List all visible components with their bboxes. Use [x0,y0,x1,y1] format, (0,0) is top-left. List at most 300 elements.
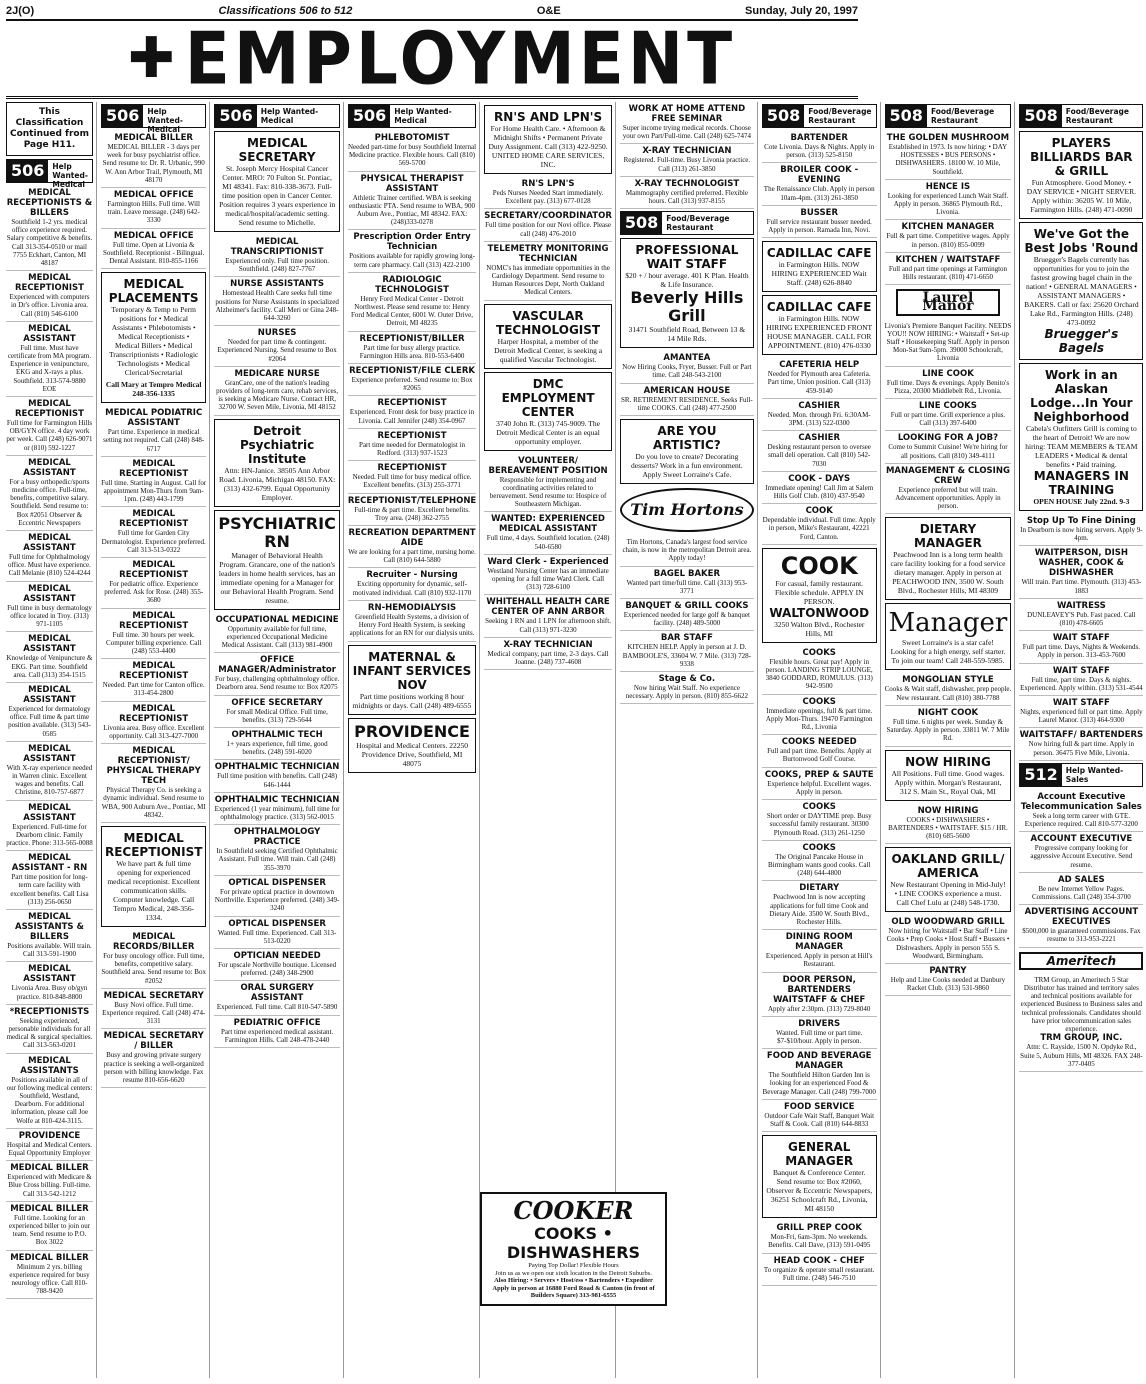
section-label: Help Wanted-Medical [260,107,319,125]
ad-contact: Call Mary at Tempro Medical 248-356-1335 [105,380,202,399]
ad-open-house: OPEN HOUSE July 22nd. 9-3 [1033,497,1130,506]
ad-list [762,358,877,545]
ad-body: Will train. Part time. Plymouth. (313) 453-1883 [1021,578,1142,595]
ad-list [620,567,754,705]
ad-heading: OCCUPATIONAL MEDICINE [215,614,339,625]
ad-business-name: WALTONWOOD [769,605,870,620]
ad-list [762,930,877,1132]
ad-body: Now hiring for Waitstaff • Bar Staff • Line Cooks • Prep Cooks • Host Staff • Bussers • Dishwashers. Apply in person 555 S. Woodward, Birmingham. [886,927,1010,960]
classified-ad [214,793,339,825]
classified-ad [762,841,877,882]
ad-body: We have part & full time opening for experienced medical receptionist. Excellent communication skills. Computer knowledge. Call Tempro Medical, 248-356-1334. [107,858,201,922]
ad-body: For a busy orthopedic/sports medicine office. Full-time, benefits, competitive salary. Southfield. Send resume to: Box #2051 Observer & Eccentric Newspapers [9,477,90,527]
ad-heading: X-RAY TECHNICIAN [642,146,732,157]
ad-list [762,1221,877,1286]
section-label: Help Wanted-Medical [52,162,88,189]
ad-heading: VOLUNTEER/ BEREAVEMENT POSITION [488,455,608,476]
ad-body: Harper Hospital, a member of the Detroit Medical Center, is seeking a qualified Vascular Technologist. [494,336,603,364]
ad-heading: DOOR PERSON, BARTENDERS WAITSTAFF & CHEF [773,974,866,1005]
classified-ad [762,1254,877,1286]
classified-ad [6,531,93,582]
ad-heading: SECRETARY/COORDINATOR [484,211,612,222]
ad-title: RN'S AND LPN'S [494,110,603,124]
ad-list [214,235,339,416]
classified-ad [885,431,1012,463]
ad-address: Attn: C. Rayside, 1500 N. Opdyke Rd., Suite 5, Auburn Hills, MI 48326. FAX 248-377-0405 [1020,1043,1143,1068]
classified-ad [484,209,612,241]
providence-ad [348,718,476,773]
ad-heading: LOOKING FOR A JOB? [897,433,999,444]
ad-list [620,102,754,209]
ad-title: Manager [888,608,1008,639]
ad-list [6,962,93,1299]
ad-body: Full time, 4 days. Southfield location. (248) 540-6580 [486,534,610,551]
ad-title: CADILLAC CAFE [766,246,872,261]
oakland-grill-ad [885,847,1012,912]
classified-ad [885,131,1012,180]
classified-ad [348,332,476,364]
players-billiards-ad [1019,131,1143,219]
ad-subtitle: MANAGERS IN TRAINING [1033,469,1129,497]
section-label: Help Wanted-Medical [394,107,452,125]
ad-heading: MEDICAL ASSISTANTS & BILLERS [15,911,84,942]
ad-heading: MEDICAL RECEPTIONIST [119,610,189,631]
classified-ad [348,364,476,396]
classified-ad [620,599,754,631]
ad-heading: NURSES [257,328,297,339]
ad-heading: TELEMETRY MONITORING TECHNICIAN [487,243,609,264]
ad-heading: MEDICAL ASSISTANT - RN [11,853,88,874]
ad-body: MEDICAL BILLER - 3 days per week for busy psychiatrist office. Send resume to: Dr. R. Urbanic, 990 W. Ann Arbor Trail, Plymouth, MI 48170 [102,143,205,184]
ad-body: Experienced needed for large golf & banquet facility. (248) 489-5000 [623,611,750,628]
ad-body: Apply after 2:30pm. (313) 729-8040 [767,1004,871,1013]
ad-heading: MEDICAL RECEPTIONIST [119,661,189,682]
classified-ad [620,672,754,704]
ad-business-name: TRM GROUP, INC. [1040,1033,1123,1044]
section-label: Help Wanted-Sales [1065,765,1124,784]
are-you-artistic-ad [620,419,754,484]
ad-heading: MEDICAL ASSISTANTS [20,1055,79,1076]
ad-body: Opportunity available for full time, experienced Occupational Medicine Medical Assistant. Call (313) 981-4900 [221,624,333,650]
ad-body: $20 + / hour average. 401 K Plan. Health & Life Insurance. [625,271,749,290]
ad-body: Peds Nurses Needed Start immediately. Excellent pay. (313) 677-0128 [492,189,604,206]
column-8 [885,102,1016,1378]
ad-body: Full time. Looking for an experienced biller to join our team. Send resume to P.O. Box 3022 [8,1213,91,1247]
column-1 [6,102,97,1378]
classified-ad [620,102,754,144]
classified-ad [6,801,93,852]
section-label: Food/Beverage Restaurant [666,214,730,233]
ad-heading: COOKS, PREP & SAUTE [764,769,874,780]
ad-heading: WAIT STAFF [1052,633,1110,644]
classified-ad [101,744,206,823]
tim-hortons-ad [620,536,754,567]
classified-ad [1019,696,1143,728]
ad-body: Experienced with Medicare & Blue Cross billing. Full-time. Call 313-542-1212 [7,1173,92,1198]
ad-heading: MEDICAL ASSISTANT [23,743,76,764]
ad-body: Southfield 1-2 yrs. medical office experience required. Salary competitive & benefits. Call 313-354-0510 or mail 7755 Eckhart, Canton, MI 48187 [6,218,93,268]
classified-ad [762,695,877,736]
psychiatric-rn-ad [214,510,339,610]
ad-heading: FOOD AND BEVERAGE MANAGER [766,1051,872,1072]
ad-body: Part time. Experience in medical setting not required. Call (248) 848-6717 [103,428,205,453]
ad-heading: OPHTHALMOLOGY PRACTICE [233,827,321,848]
ad-heading: PANTRY [929,965,967,976]
ad-heading: DIETARY [799,883,840,894]
ad-body: SR. RETIREMENT RESIDENCE. Seeks Full-time COOKS. Call (248) 477-2500 [621,395,753,412]
ad-title: PSYCHIATRIC RN [218,513,336,551]
ad-body: Full-time & part time. Excellent benefits. Troy area. (248) 362-2755 [354,505,470,522]
ad-title: MEDICAL SECRETARY [238,136,316,164]
ad-body: St. Joseph Mercy Hospital Cancer Center. MRO: 70 Fulton St. Pontiac, MI 48341. Fax: 810-338-3673. Full-time position open in Cancer Center. Position requires 3 years experience in medical/hospital/academic setting. Send resume to Michelle. [219,164,336,227]
ad-body: Now hiring Wait Staff. No experience necessary. Apply in person. (810) 855-6622 [625,684,748,701]
ad-heading: MEDICAL RECEPTIONISTS & BILLERS [6,188,93,218]
ad-heading: Recruiter - Nursing [366,570,458,581]
manager-ad [885,603,1012,670]
classified-ad [6,1161,93,1202]
classified-ad [6,271,93,322]
classified-ad [101,507,206,558]
laurel-manor-ad [885,320,1012,367]
ad-body: in Farmington Hills. NOW HIRING EXPERIENCED FRONT HOUSE MANAGER. CALL FOR APPOINTMENT. (810) 476-0330 [766,314,873,351]
ad-heading: MANAGEMENT & CLOSING CREW [885,465,1010,486]
classified-ad [348,429,476,461]
classified-ad [101,1029,206,1088]
classified-ad [348,396,476,428]
section-number: 506 [7,160,48,182]
ad-body: Seeking 1 RN and 1 LPN for afternoon shift. Call (313) 971-3230 [485,617,611,634]
ad-body: Full time for Farmington Hills OB/GYN office. 4 day work per week. Call (248) 626-9071 or (810) 592-1227 [6,419,93,452]
ad-body: Needed. Part time for Canton office. 313-454-2800 [102,681,205,698]
classified-ad [762,1100,877,1132]
ad-body: Livonia area. Busy office. Excellent opportunity. Call 313-427-7000 [103,723,205,740]
ad-list [1019,790,1143,948]
ad-list [484,177,612,301]
ad-title: CADILLAC CAFE [766,300,872,315]
classified-ad [6,851,93,910]
classified-ad [101,702,206,744]
ad-title: VASCULAR TECHNOLOGIST [496,308,601,337]
tim-hortons-logo: Tim Hortons [620,488,754,532]
ad-body: Needed for part time & contingent. Experienced Nursing. Send resume to Box #2064 [217,338,337,363]
ad-body: Exciting opportunity for dynamic, self-motivated individual. Call (810) 932-1170 [352,580,472,597]
section-number: 506 [215,105,256,127]
classified-ad [348,568,476,600]
classified-ad [1019,546,1143,598]
ad-body: Full time in busy dermatology office located in Troy. (313) 971-1105 [7,603,92,629]
ad-body: Now Hiring Cooks, Fryer, Busser. Full or Part time. Call 248-543-2100 [622,363,752,380]
classified-ad [348,273,476,332]
detroit-psychiatric-ad [214,419,339,507]
ad-list [762,131,877,238]
ad-body: Manager of Behavioral Health Program. Grancare, one of the nation's leaders in home health services, has an immediate opening for a Manager for our Behavioral Health Program. Send resume. [218,550,336,605]
ad-body: Experience preferred. Send resume to: Box #2065 [351,376,473,393]
ad-body: Looking for experienced Lunch Wait Staff. Apply in person. 36865 Plymouth Rd., Livonia. [887,191,1009,217]
ad-body: Hospital and Medical Centers. 22250 Providence Drive, Southfield, MI 48075 [356,740,468,768]
ad-heading: WHITEHALL HEALTH CARE CENTER OF ANN ARBOR [486,597,610,618]
classified-ad [6,910,93,962]
ad-heading: WAIT STAFF [1052,665,1110,676]
ad-heading: THE GOLDEN MUSHROOM [886,133,1010,143]
ad-heading: BAR STAFF [660,633,713,644]
ad-body: Minimum 2 yrs. billing experience required for busy neurology office. Call 810-788-9420 [9,1262,90,1296]
classified-ad [214,760,339,792]
ad-heading: GRILL PREP COOK [776,1223,862,1234]
ad-body: TRM Group, an Ameritech 5 Star Distributor has trained and territory sales and technical positions available for experienced Business to Business sales and technical professionals. Candidates should have prior telecommunication sales experience. [1020,975,1143,1034]
section-number: 512 [1020,764,1061,786]
trm-group-ad [1019,974,1143,1072]
classified-ad [6,1054,93,1129]
ad-heading: RADIOLOGIC TECHNOLOGIST [375,274,449,295]
ad-heading: *RECEPTIONISTS [9,1006,90,1017]
section-heading-506 [214,104,339,128]
classified-ad [6,742,93,801]
ad-heading: DRIVERS [798,1018,841,1029]
ad-body: Experienced. Full-time for Dearborn clinic. Family practice. Phone: 313-565-0088 [6,822,93,847]
ad-heading: Stage & Co. [658,674,716,685]
classified-ad [1019,832,1143,873]
classified-ad [101,930,206,989]
ad-hiring: Also Hiring: • Servers • Host/ess • Bartenders • Expediter [494,1277,653,1285]
ad-body: Full time. 30 hours per week. Computer billing experience. Call (248) 553-4400 [106,630,202,656]
ad-heading: X-RAY TECHNOLOGIST [634,178,740,189]
classified-ad [885,964,1012,996]
classified-ad [214,1016,339,1048]
column-7 [762,102,881,1378]
classified-ad [6,186,93,271]
classified-ad [6,456,93,531]
ad-body: NOMC's has immediate opportunities in the Cardiology Department. Send resume to Human Resources Dept, North Oakland Medical Centers. [486,263,610,297]
classified-ad [762,881,877,930]
ad-body: Needed for Plymouth area Cafeteria. Part time, Union position. Call (313) 459-9140 [767,370,871,395]
ad-body: Busy Novi office. Full time. Experience required. Call (248) 474-3131 [102,1000,206,1026]
classified-ad [101,609,206,660]
ad-heading: OLD WOODWARD GRILL [891,917,1005,928]
page-number: 2J(O) [6,5,35,17]
ad-title: Detroit Psychiatric Institute [239,423,315,466]
ad-heading: OPHTHALMIC TECHNICIAN [214,762,340,773]
ad-body: Experienced with computers in Dr's office. Livonia area. Call (810) 546-6100 [9,293,90,318]
classified-ad [762,1049,877,1100]
ad-heading: MEDICAL ASSISTANT [23,323,76,344]
ad-heading: MEDICAL RECEPTIONIST [119,560,189,581]
section-label: Help Wanted-Medical [147,107,183,134]
continued-note: This Classification Continued from Page H11. [6,102,93,156]
ad-list [885,131,1012,285]
classified-ad [348,172,476,231]
ad-body: In Southfield seeking Certified Ophthalmic Assistant. Full time. Will train. Call (248) 355-3970 [216,847,338,872]
ad-list [885,673,1012,746]
ad-heading: PHYSICAL THERAPIST ASSISTANT [360,173,464,194]
ad-body: Full part time. Days, Nights & Weekends. Apply in person. 313-453-7600 [1022,643,1141,660]
cadillac-cafe-ad [762,241,877,292]
classified-ad [6,397,93,456]
classified-ad [1019,514,1143,546]
classified-ad [348,461,476,493]
ad-body: In Dearborn is now hiring servers. Apply 9-4pm. [1020,526,1143,543]
ad-body: Westland Nursing Center has an immediate opening for a full time Ward Clerk. Call (313) 728-6100 [487,566,609,592]
classified-ad [6,1251,93,1300]
ad-body: Livonia Area. Busy ob/gyn practice. 810-848-8800 [11,984,88,1001]
ad-heading: RECREATION DEPARTMENT AIDE [348,528,476,549]
ad-body: The Renaissance Club. Apply in person 10am-4pm. (313) 261-3850 [763,185,875,202]
ad-body: $500,000 in guaranteed commissions. Fax resume to 313-953-2221 [1022,927,1141,944]
classified-columns [6,102,1144,1378]
laurel-manor-logo: Laurel Manor [896,289,1000,315]
ad-body: Desking restaurant person to oversee small deli operation. Call (810) 542-7030 [767,443,871,468]
ad-body: Positions available for rapidly growing long-term care pharmacy. Call (313) 422-2100 [349,252,475,269]
classified-ad [6,632,93,683]
ad-body: Flexible hours. Great pay! Apply in person. LANDING STRIP LOUNGE, 3840 GODDARD, ROMULUS. (313) 942-9500 [765,657,873,691]
vascular-technologist-ad [484,304,612,369]
ad-heading: MEDICAL ASSISTANT [23,457,76,478]
classified-ad [620,177,754,209]
ad-body: Part time needed for Dermatologist in Redford. (313) 937-1523 [359,440,465,458]
ad-heading: Ward Clerk - Experienced [487,556,609,567]
ad-heading: WAITSTAFF/ BARTENDERS [1019,730,1144,741]
ad-heading: Stop Up To Fine Dining [1026,516,1136,526]
ad-heading: MEDICAL ASSISTANT [23,533,76,554]
ad-body: Registered. Full-time. Busy Livonia practice. Call (313) 261-3850 [623,156,751,173]
ad-list [348,131,476,642]
classified-ad [484,454,612,513]
classified-ad [6,962,93,1004]
ad-body: Experienced. Full time. Call 810-547-5890 [216,1003,338,1012]
classified-ad [484,512,612,554]
ad-heading: MEDICAL ASSISTANT [23,802,76,823]
ad-address: 31471 Southfield Road, Between 13 & 14 Mile Rds. [628,325,746,344]
ad-heading: NURSE ASSISTANTS [230,279,325,290]
ad-body: Part time position for long-term care facility with excellent benefits. Call Lisa (313) 256-0650 [10,873,89,906]
medical-placements-ad [101,272,206,403]
ad-heading: PROVIDENCE [18,1130,81,1141]
ad-body: Banquet & Conference Center. Send resume to: Box #2060, Observer & Eccentric Newspapers, 36251 Schoolcraft Rd., Livonia, MI 48150 [766,1168,873,1214]
ad-title: PLAYERS BILLIARDS BAR & GRILL [1030,136,1133,178]
classified-ad [762,1017,877,1049]
ad-body: Cooks & Wait staff, dishwasher, prep people. New restaurant. Call (810) 380-7788 [884,685,1012,702]
ad-heading: MEDICAL RECEPTIONIST [14,399,84,420]
ad-heading: MEDICAL RECEPTIONIST [119,458,189,479]
classified-ad [484,555,612,596]
ad-heading: MEDICAL OFFICE [113,190,194,201]
classified-ad [762,206,877,238]
classified-ad [101,188,206,229]
ad-body: Super income trying medical records. Choose your own Part/Full-time. Call (248) 625-7474 [622,124,752,141]
classified-ad [1019,664,1143,696]
employment-banner [60,15,804,101]
ad-list [101,406,206,823]
ad-body: Full time. Open at Livonia & Southfield. Receptionist - Bilingual. Dental Assistant. 810-855-1166 [103,240,205,266]
ad-body: Dependable individual. Full time. Apply in person, Mike's Restaurant, 42221 Ford, Canton. [762,516,876,541]
section-name: Classifications 506 to 512 [218,5,353,17]
ad-heading: WORK AT HOME ATTEND FREE SEMINAR [628,104,746,124]
ad-body: Full time. Must have certificate from MA program. Experience in venipuncture, EKG and X-rays a plus. Southfield. 313-574-9880 EOE [7,343,92,393]
section-heading-508 [1019,104,1143,128]
ad-body: Now hiring full & part time. Apply in person. 36475 Five Mile, Livonia. [1028,740,1135,757]
classified-ad [484,242,612,301]
classified-ad [484,177,612,209]
section-heading-506 [6,159,93,189]
ad-body: Sweet Lorraine's is a star cafe! Looking for a high energy, self starter. To join our team! Call 248-559-5985. [890,638,1006,666]
ad-body: Immediate opening! Call Jim at Salem Hills Golf Club. (810) 437-9540 [765,483,874,501]
ad-heading: PEDIATRIC OFFICE [233,1017,321,1028]
ad-heading: BARTENDER [790,133,848,143]
classified-ad [1019,631,1143,663]
classified-ad [214,653,339,695]
ad-body: Progressive company looking for aggressive Account Executive. Send resume. [1030,844,1133,869]
ad-subtitle: COOKS • DISHWASHERS [506,1224,641,1262]
classified-ad [101,558,206,609]
ad-body: 1+ years experience, full time, good benefits. (248) 591-6020 [226,740,328,757]
ad-body: Mon-Fri, 6am-3pm. No weekends. Benefits. Call Dave, (313) 591-0495 [768,1233,871,1250]
ad-list [885,804,1012,845]
ad-body: Knowledge of Venipuncture & EKG. Part time. Southfield area. Call (313) 354-1515 [6,654,93,679]
ad-body: Immediate openings, full & part time. Apply Mon-Thurs. 19470 Farmington Rd., Livonia [765,706,873,732]
now-hiring-ad [885,750,1012,801]
ad-title: MEDICAL PLACEMENTS [108,277,199,306]
ad-heading: RECEPTIONIST/BILLER [359,333,465,344]
ad-heading: ACCOUNT EXECUTIVE [1030,834,1133,845]
ad-heading: OPTICAL DISPENSER [228,877,326,888]
ad-heading: Account Executive Telecommunication Sales [1020,791,1142,812]
ad-heading: RN'S LPN'S [521,179,575,189]
classified-ad [214,728,339,760]
ad-body: Full service restaurant busser needed. Apply in person. Ramada Inn, Novi. [766,217,872,235]
banner-rule [6,96,858,99]
section-heading-512 [1019,763,1143,787]
section-number: 508 [763,105,804,127]
ad-body: Mammography certified preferred. Flexible hours. Call (313) 937-8155 [625,188,748,206]
ad-heading: KITCHEN MANAGER [901,222,995,233]
ad-address: 3250 Walton Blvd., Rochester Hills, MI [774,619,865,638]
ad-heading: AMANTEA [663,353,711,364]
classified-ad [885,253,1012,285]
classified-ad [1019,599,1143,631]
ad-body: Greenfield Health Systems, a division of Henry Ford Health System, is seeking applications for an RN for our dialysis units. [349,612,475,638]
ad-body: Physical Therapy Co. is seeking a dynamic individual. Send resume to WBA, 900 Auburn Ave., Pontiac, MI 48342. [101,786,206,819]
ad-heading: LINE COOK [922,368,974,379]
ad-heading: MEDICAL BILLER [10,1163,89,1174]
classified-ad [348,526,476,568]
alaskan-lodge-ad [1019,363,1143,511]
ad-heading: PHLEBOTOMIST [374,133,450,143]
ad-heading: ADVERTISING ACCOUNT EXECUTIVES [1024,907,1139,928]
ad-heading: MEDICAL RECEPTIONIST [119,703,189,724]
section-number: 506 [102,105,143,127]
ad-body: All Positions. Full time. Good wages. Apply within. Morgan's Restaurant, 312 S. Main St., Royal Oak, MI [891,768,1005,796]
section-label: Food/Beverage Restaurant [1065,107,1129,125]
classified-ad [620,384,754,416]
classified-ad [885,367,1012,399]
medical-secretary-ad [214,131,339,232]
cadillac-cafe-ad [762,295,877,355]
ad-heading: MEDICAL SECRETARY [103,990,204,1001]
ad-body: COOKS • DISHWASHERS • BARTENDERS • WAITSTAFF. $15 / HR. (810) 685-5600 [888,815,1008,840]
paper-name: O&E [536,5,561,17]
column-3 [214,102,343,1378]
ad-list [101,930,206,1088]
classified-ad [214,917,339,949]
ad-heading: MEDICAL BILLER [10,1203,89,1214]
ad-body: We are looking for a part time, nursing home. Call (810) 644-5880 [348,548,476,565]
classified-ad [214,235,339,277]
ad-heading: COOKS [802,647,836,658]
ad-heading: BROILER COOK - EVENING [780,165,859,186]
classified-ad [214,949,339,981]
classified-ad [885,673,1012,705]
ad-heading: WAITRESS [1056,600,1106,611]
ad-title: COOKER [513,1196,634,1225]
